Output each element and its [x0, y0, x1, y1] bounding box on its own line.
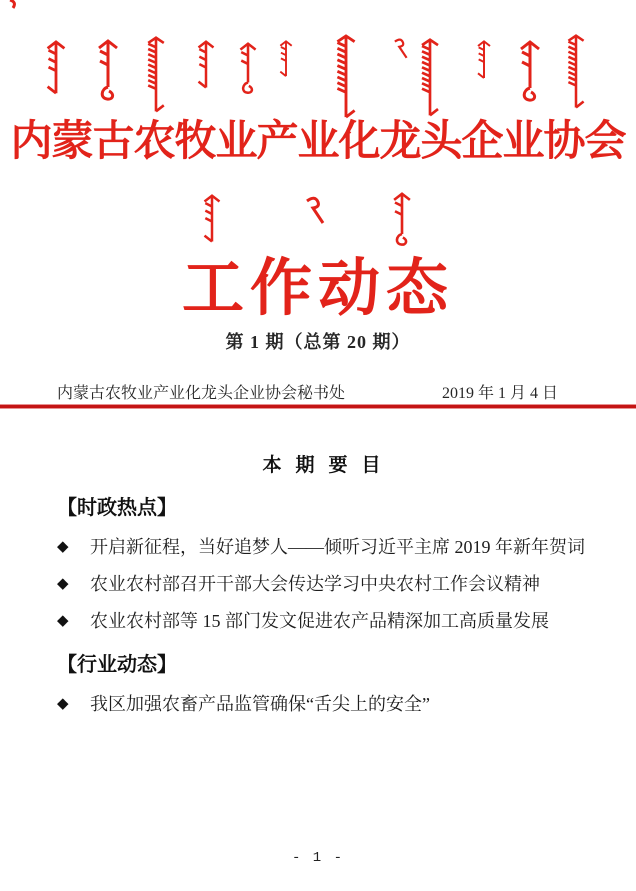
diamond-bullet-icon: ◆: [57, 539, 69, 555]
toc-item: [57, 686, 586, 723]
page-number: - 1 -: [291, 850, 344, 866]
table-of-contents: [57, 450, 586, 723]
toc-list-politics: [57, 529, 586, 640]
toc-item: [57, 603, 586, 640]
masthead-meta-row: [57, 380, 558, 403]
bulletin-title: 工作动态: [181, 255, 454, 323]
mongolian-script-banner-icon: [0, 0, 636, 124]
toc-item: [57, 566, 586, 603]
publisher-name: 内蒙古农牧业产业化龙头企业协会秘书处: [57, 385, 346, 402]
organization-title: 内蒙古农牧业产业化龙头企业协会: [10, 119, 626, 165]
toc-item-text: 农业农村部召开干部大会传达学习中央农村工作会议精神: [90, 574, 540, 594]
issue-number: 第 1 期（总第 20 期）: [225, 332, 411, 352]
diamond-bullet-icon: ◆: [57, 576, 69, 592]
masthead-divider-rule: [0, 404, 636, 409]
toc-heading: 本期要目: [262, 455, 395, 476]
toc-section-title-politics: 【时政热点】: [57, 497, 177, 519]
toc-item: [57, 529, 586, 566]
toc-section-title-industry: 【行业动态】: [57, 654, 177, 676]
publication-date: 2019 年 1 月 4 日: [441, 385, 558, 402]
toc-item-text: 我区加强农畜产品监管确保“舌尖上的安全”: [90, 694, 430, 714]
toc-item-text: 农业农村部等 15 部门发文促进农产品精深加工高质量发展: [90, 611, 549, 631]
toc-list-industry: [57, 686, 586, 723]
toc-item-text: 开启新征程，当好追梦人——倾听习近平主席 2019 年新年贺词: [90, 537, 585, 557]
diamond-bullet-icon: ◆: [57, 696, 69, 712]
diamond-bullet-icon: ◆: [57, 613, 69, 629]
